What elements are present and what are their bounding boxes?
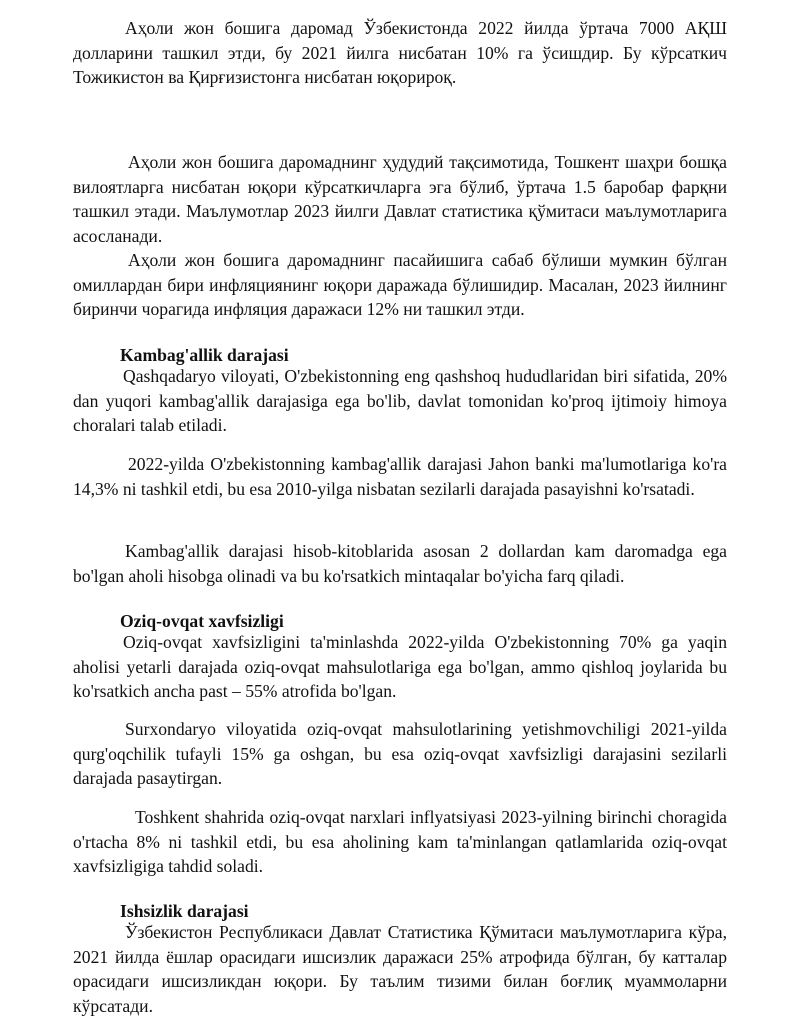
- paragraph-qashqadaryo-poverty: Qashqadaryo viloyati, O'zbekistonning eng qashshoq hududlaridan biri sifatida, 20% dan yuqori kambag'allik darajasiga ega bo'lib, davlat tomonidan ko'proq ijtimoiy himoya choralari talab etiladi.: [73, 366, 727, 435]
- paragraph-regional-distribution: Аҳоли жон бошига даромаднинг ҳудудий тақсимотида, Тошкент шаҳри бошқа вилоятларга нисбатан юқори кўрсаткичларга эга бўлиб, ўртача 1.5 баробар фарқни ташкил этади. Маълумотлар 2023 йилги Давлат статистика қўмитаси маълумотларига асосланади.: [73, 152, 727, 246]
- paragraph-inflation-factor: Аҳоли жон бошига даромаднинг пасайишига сабаб бўлиши мумкин бўлган омиллардан бири инфляциянинг юқори даражада бўлишидир. Масалан, 2023 йилнинг биринчи чорагида инфляция даражаси 12% ни ташкил этди.: [73, 250, 727, 319]
- paragraph-youth-unemployment: Ўзбекистон Республикаси Давлат Статистика Қўмитаси маълумотларига кўра, 2021 йилда ёшлар орасидаги ишсизлик даражаси 25% атрофида бўлган, бу катталар орасидаги ишсизликдан юқори. Бу таълим тизими билан боғлиқ муаммоларни кўрсатади.: [73, 922, 727, 1016]
- paragraph-surxondaryo-shortage: Surxondaryo viloyatida oziq-ovqat mahsulotlarining yetishmovchiligi 2021-yilda qurg'oqchilik tufayli 15% ga oshgan, bu esa oziq-ovqat xavfsizligi darajasini sezilarli darajada pasaytirgan.: [73, 719, 727, 788]
- heading-poverty-level: Kambag'allik darajasi: [120, 345, 289, 365]
- paragraph-food-access: Oziq-ovqat xavfsizligini ta'minlashda 2022-yilda O'zbekistonning 70% ga yaqin aholisi yetarli darajada oziq-ovqat mahsulotlariga ega bo'lgan, ammo qishloq joylarida bu ko'rsatkich ancha past – 55% atrofida bo'lgan.: [73, 632, 727, 701]
- paragraph-income-per-capita: Аҳоли жон бошига даромад Ўзбекистонда 2022 йилда ўртача 7000 АҚШ долларини ташкил этди, бу 2021 йилга нисбатан 10% га ўсишдир. Бу кўрсаткич Тожикистон ва Қирғизистонга нисбатан юқорироқ.: [73, 18, 727, 87]
- heading-unemployment-level: Ishsizlik darajasi: [120, 901, 249, 921]
- paragraph-world-bank-poverty: 2022-yilda O'zbekistonning kambag'allik darajasi Jahon banki ma'lumotlariga ko'ra 14,3% ni tashkil etdi, bu esa 2010-yilga nisbatan sezilarli darajada pasayishni ko'rsatadi.: [73, 454, 727, 499]
- paragraph-tashkent-food-inflation: Toshkent shahrida oziq-ovqat narxlari inflyatsiyasi 2023-yilning birinchi choragida o'rtacha 8% ni tashkil etdi, bu esa aholining kam ta'minlangan qatlamlarida oziq-ovqat xavfsizligiga tahdid soladi.: [73, 807, 727, 876]
- heading-food-security: Oziq-ovqat xavfsizligi: [120, 611, 284, 631]
- paragraph-poverty-calculation: Kambag'allik darajasi hisob-kitoblarida asosan 2 dollardan kam daromadga ega bo'lgan aholi hisobga olinadi va bu ko'rsatkich mintaqalar bo'yicha farq qiladi.: [73, 541, 727, 586]
